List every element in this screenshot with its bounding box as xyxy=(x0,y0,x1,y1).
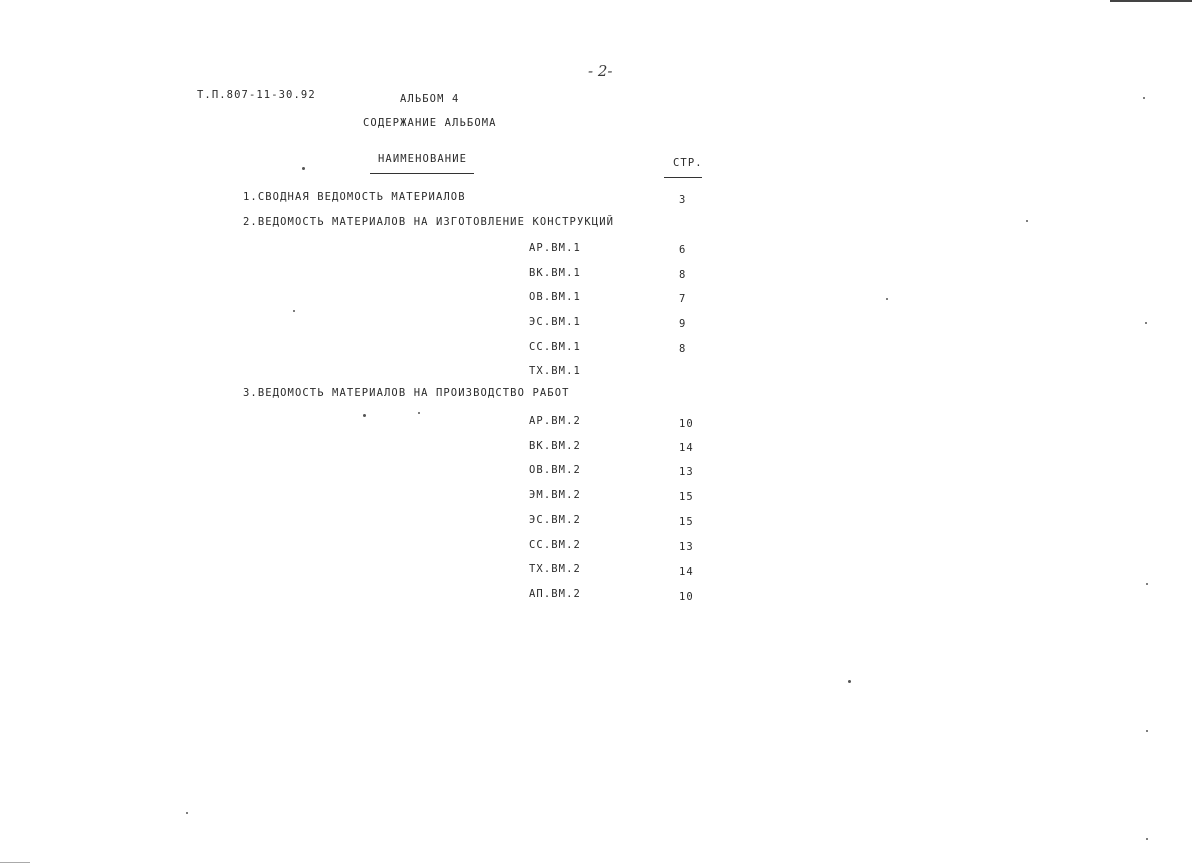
item-code: ОВ.ВМ.2 xyxy=(529,464,581,476)
section-title: 3.ВЕДОМОСТЬ МАТЕРИАЛОВ НА ПРОИЗВОДСТВО РАБОТ xyxy=(243,387,570,399)
item-code: АП.ВМ.2 xyxy=(529,588,581,600)
scan-speck xyxy=(1146,730,1148,732)
column-header-name-underline xyxy=(370,173,474,174)
item-page: 8 xyxy=(679,269,687,281)
album-label: АЛЬБОМ 4 xyxy=(400,93,460,105)
item-code: ЭС.ВМ.1 xyxy=(529,316,581,328)
scan-speck xyxy=(363,414,366,417)
item-page: 14 xyxy=(679,566,694,578)
item-page: 6 xyxy=(679,244,687,256)
item-code: ВК.ВМ.1 xyxy=(529,267,581,279)
document-code: Т.П.807-11-30.92 xyxy=(197,89,316,101)
scan-speck xyxy=(886,298,888,300)
item-code: СС.ВМ.2 xyxy=(529,539,581,551)
scan-speck xyxy=(418,412,420,414)
item-page: 10 xyxy=(679,591,694,603)
item-code: ЭМ.ВМ.2 xyxy=(529,489,581,501)
item-page: 10 xyxy=(679,418,694,430)
section-title: 1.СВОДНАЯ ВЕДОМОСТЬ МАТЕРИАЛОВ xyxy=(243,191,466,203)
scan-speck xyxy=(293,310,295,312)
item-page: 13 xyxy=(679,466,694,478)
item-code: ОВ.ВМ.1 xyxy=(529,291,581,303)
section-page: 3 xyxy=(679,194,687,206)
item-code: ЭС.ВМ.2 xyxy=(529,514,581,526)
item-code: АР.ВМ.2 xyxy=(529,415,581,427)
scan-speck xyxy=(1143,97,1145,99)
scan-speck xyxy=(302,167,305,170)
scan-edge-bottom xyxy=(0,862,30,863)
scan-speck xyxy=(1145,322,1147,324)
item-page: 15 xyxy=(679,516,694,528)
item-page: 13 xyxy=(679,541,694,553)
scan-speck xyxy=(1146,838,1148,840)
item-page: 8 xyxy=(679,343,687,355)
section-title: 2.ВЕДОМОСТЬ МАТЕРИАЛОВ НА ИЗГОТОВЛЕНИЕ КОНСТРУКЦИЙ xyxy=(243,216,615,228)
scan-speck xyxy=(1146,583,1148,585)
contents-title: СОДЕРЖАНИЕ АЛЬБОМА xyxy=(363,117,497,129)
item-code: ТХ.ВМ.2 xyxy=(529,563,581,575)
item-page: 14 xyxy=(679,442,694,454)
item-code: АР.ВМ.1 xyxy=(529,242,581,254)
item-code: СС.ВМ.1 xyxy=(529,341,581,353)
scan-speck xyxy=(1026,220,1028,222)
column-header-page-underline xyxy=(664,177,702,178)
item-page: 15 xyxy=(679,491,694,503)
column-header-page: СТР. xyxy=(673,157,703,169)
item-code: ТХ.ВМ.1 xyxy=(529,365,581,377)
scan-edge-top xyxy=(1110,0,1192,2)
item-code: ВК.ВМ.2 xyxy=(529,440,581,452)
scan-speck xyxy=(186,812,188,814)
page-number: - 2- xyxy=(588,62,613,80)
scan-speck xyxy=(848,680,851,683)
item-page: 9 xyxy=(679,318,687,330)
column-header-name: НАИМЕНОВАНИЕ xyxy=(378,153,468,165)
item-page: 7 xyxy=(679,293,687,305)
